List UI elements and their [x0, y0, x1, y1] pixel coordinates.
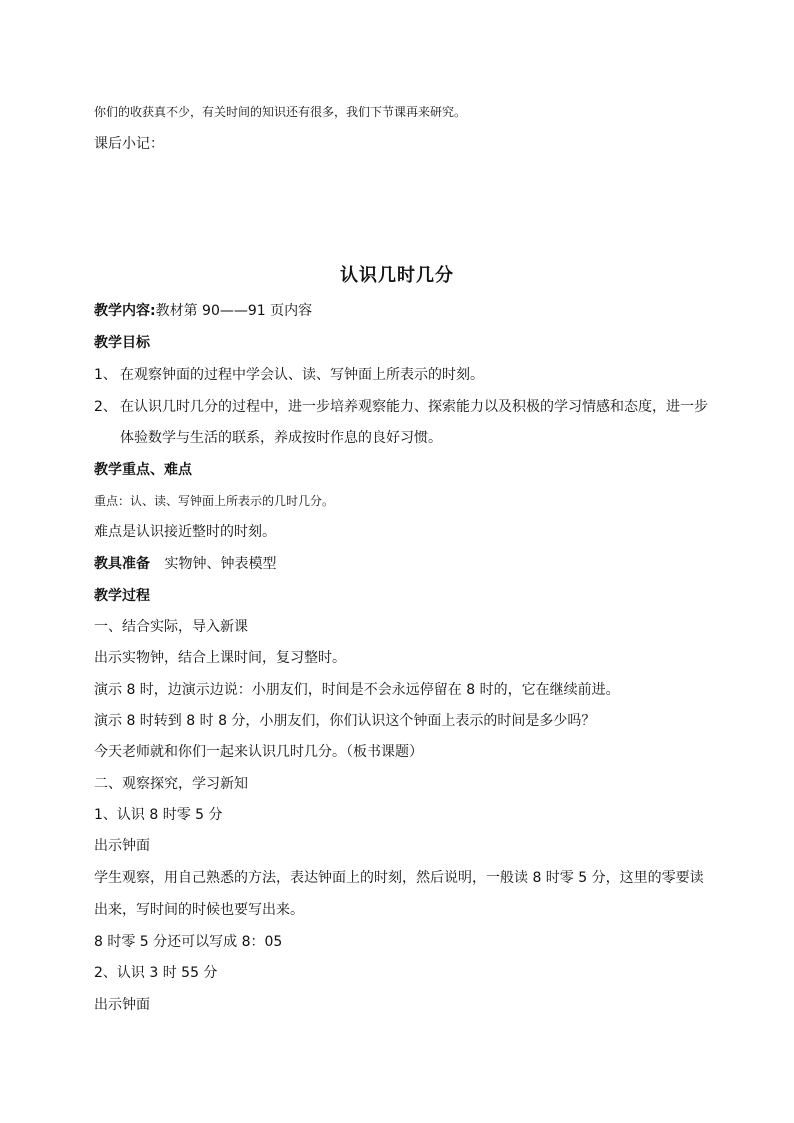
- objective-1-number: 1、: [94, 367, 117, 383]
- key-point-1: 重点：认、读、写钟面上所表示的几时几分。: [94, 494, 335, 508]
- teaching-tools-text: 实物钟、钟表模型: [164, 556, 277, 572]
- teaching-content-label: 教学内容:: [94, 303, 156, 319]
- process-1-heading: 一、结合实际，导入新课: [94, 619, 248, 635]
- process-1-line-1: 出示实物钟，结合上课时间，复习整时。: [94, 650, 346, 666]
- process-2-item-1-line-1: 出示钟面: [94, 838, 150, 854]
- process-2-item-1: 1、认识 8 时零 5 分: [94, 807, 223, 823]
- objectives-heading: 教学目标: [94, 335, 150, 351]
- process-2-item-1-line-3: 出来，写时间的时候也要写出来。: [94, 902, 304, 918]
- process-2-item-2-line-1: 出示钟面: [94, 997, 150, 1013]
- process-2-item-2: 2、认识 3 时 55 分: [94, 965, 218, 981]
- page-title: 认识几时几分: [340, 265, 454, 286]
- intro-line: 你们的收获真不少，有关时间的知识还有很多，我们下节课再来研究。: [94, 105, 467, 119]
- teaching-content-text: 教材第 90——91 页内容: [155, 303, 313, 319]
- objective-2-text-line-1: 在认识几时几分的过程中，进一步培养观察能力、探索能力以及积极的学习情感和态度，进一步: [120, 399, 708, 415]
- teaching-content-line: [94, 301, 312, 321]
- objective-1-text: 在观察钟面的过程中学会认、读、写钟面上所表示的时刻。: [120, 367, 484, 383]
- process-2-item-1-line-2: 学生观察，用自己熟悉的方法，表达钟面上的时刻，然后说明，一般读 8 时零 5 分，这里的零要读: [94, 870, 704, 886]
- process-1-line-2: 演示 8 时，边演示边说：小朋友们，时间是不会永远停留在 8 时的，它在继续前进。: [94, 682, 620, 698]
- process-1-line-3: 演示 8 时转到 8 时 8 分，小朋友们，你们认识这个钟面上表示的时间是多少吗？: [94, 713, 596, 729]
- process-heading: 教学过程: [94, 588, 150, 604]
- process-2-heading: 二、观察探究，学习新知: [94, 776, 248, 792]
- after-class-note: 课后小记：: [94, 136, 164, 152]
- objective-2-number: 2、: [94, 399, 117, 415]
- process-2-item-1-line-4: 8 时零 5 分还可以写成 8：05: [94, 934, 283, 950]
- teaching-tools-line: [94, 554, 276, 574]
- teaching-tools-label: 教具准备: [94, 556, 150, 572]
- objective-2-text-line-2: 体验数学与生活的联系，养成按时作息的良好习惯。: [120, 430, 442, 446]
- process-1-line-4: 今天老师就和你们一起来认识几时几分。（板书课题）: [94, 744, 423, 760]
- key-points-heading: 教学重点、难点: [94, 462, 192, 478]
- key-point-2: 难点是认识接近整时的时刻。: [94, 524, 276, 540]
